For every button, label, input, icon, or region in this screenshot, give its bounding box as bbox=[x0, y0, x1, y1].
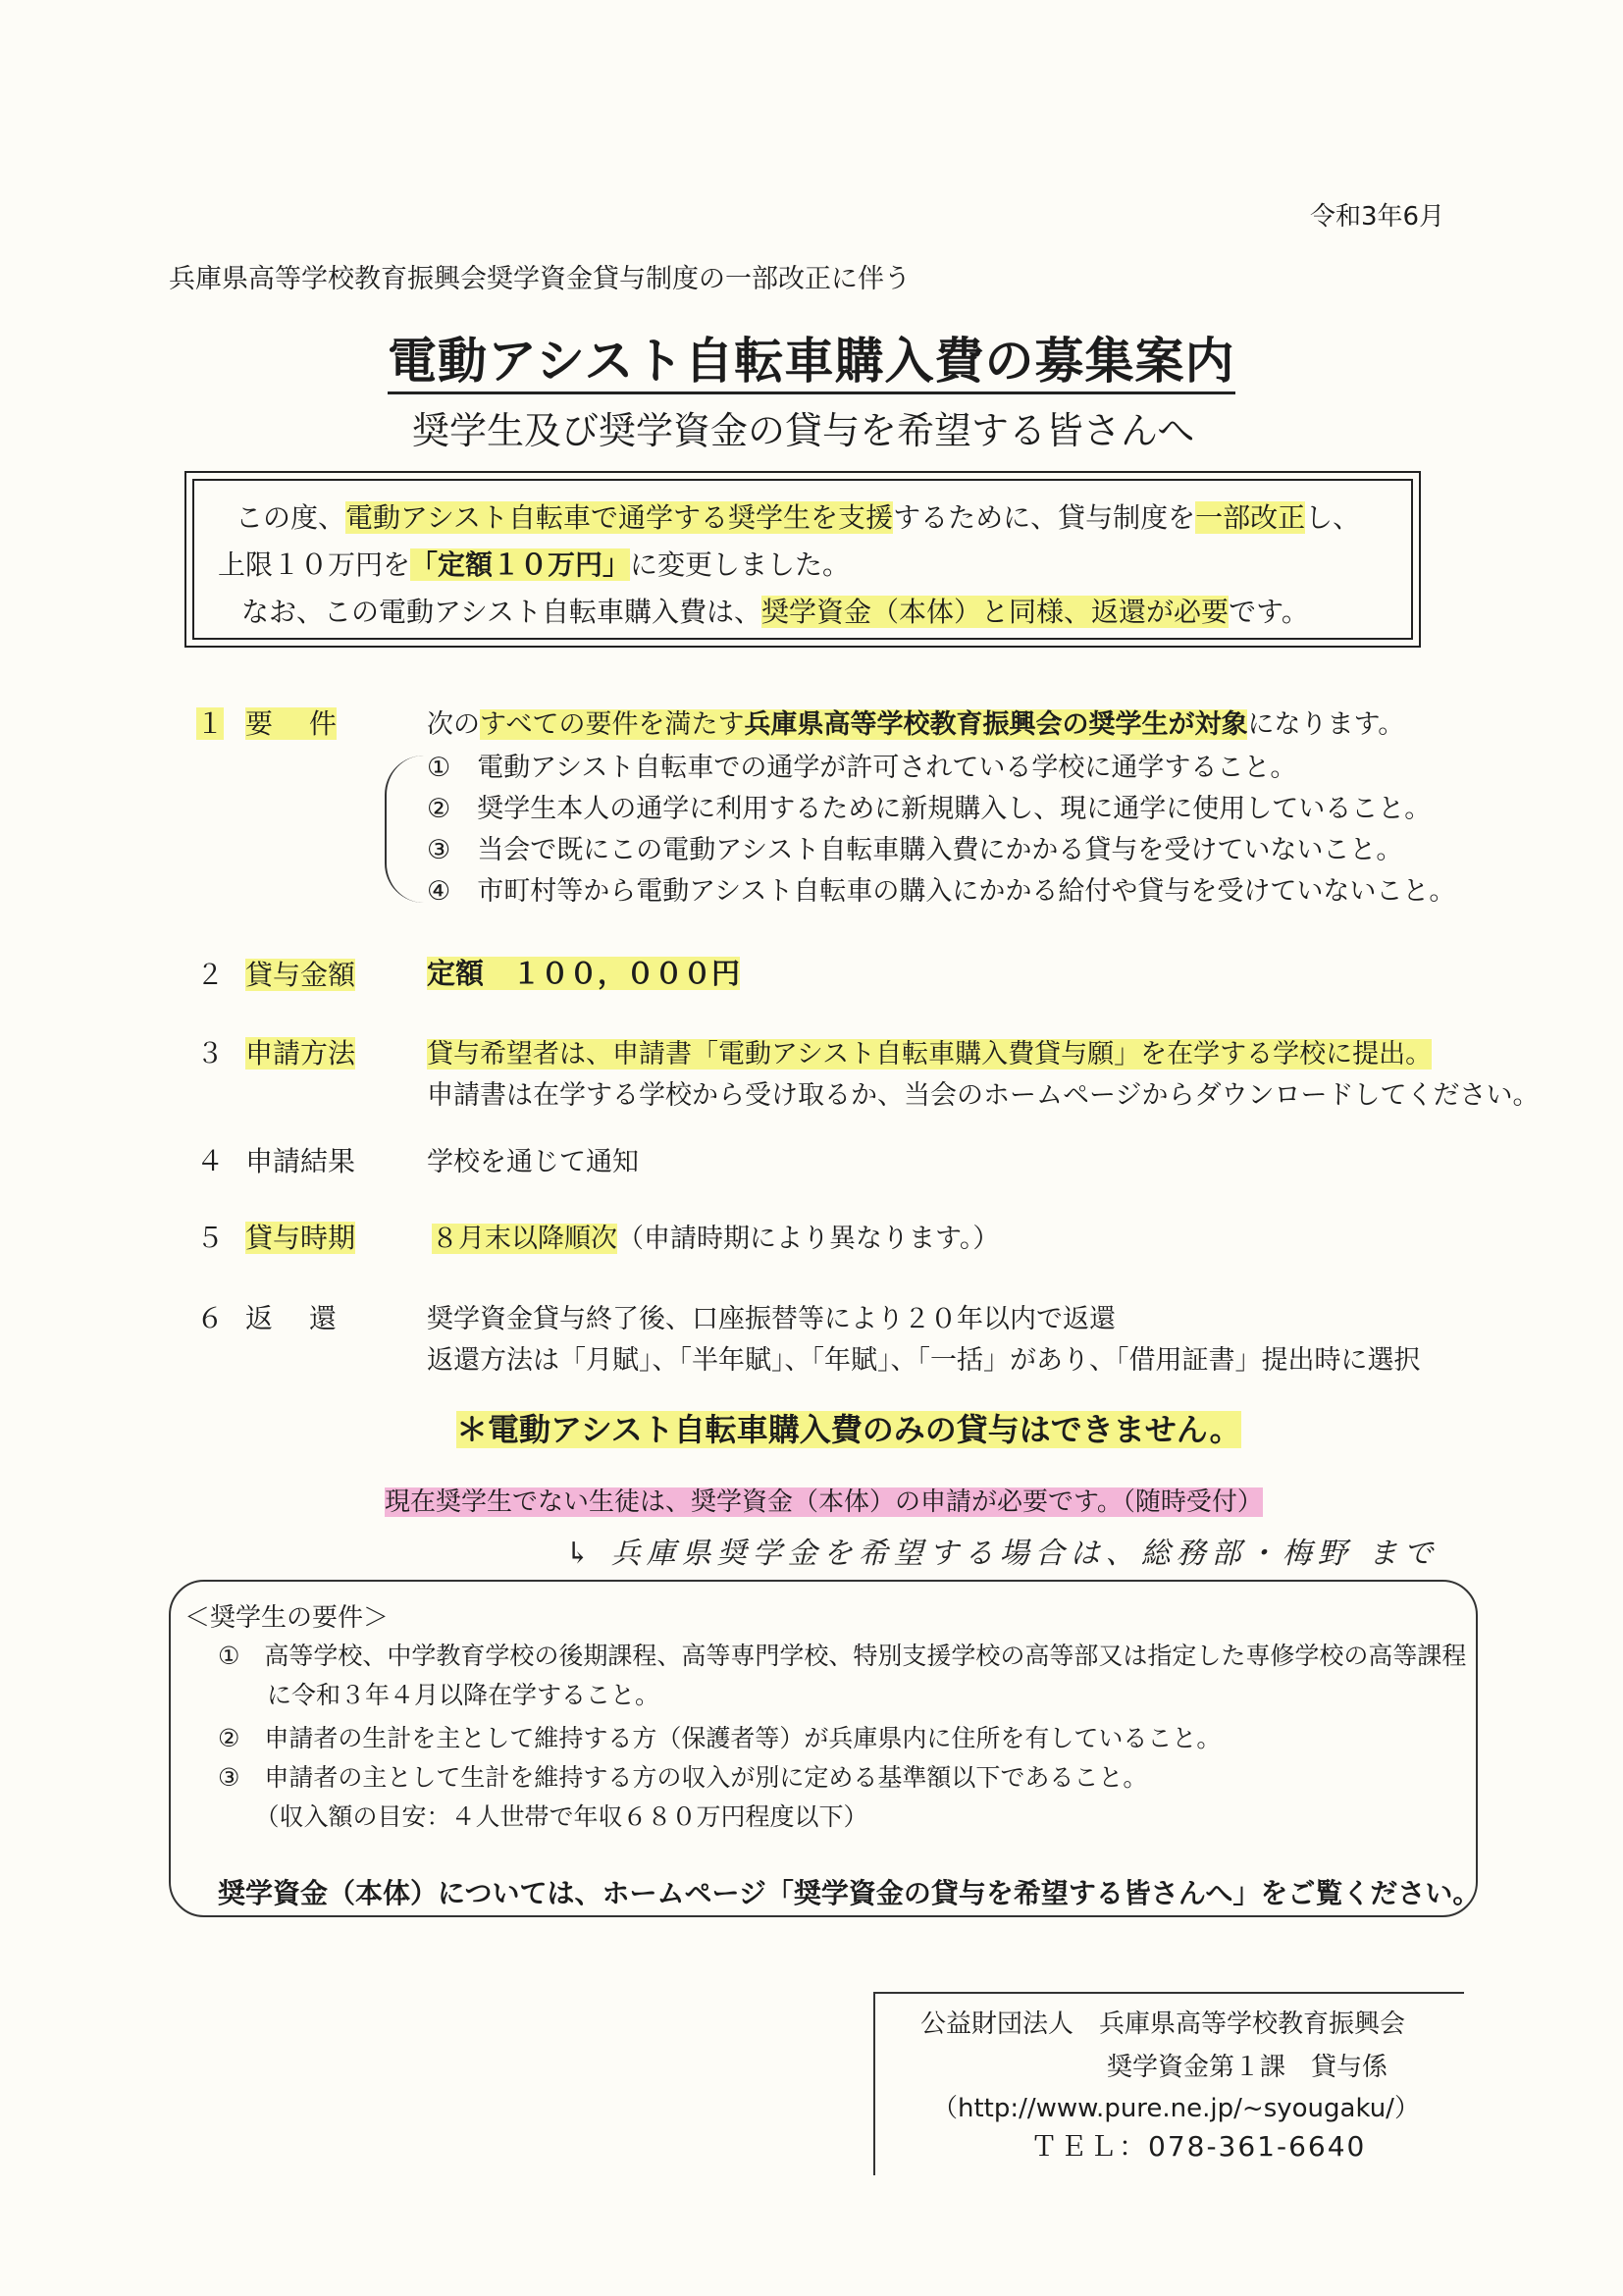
requirements-item: ① 高等学校、中学教育学校の後期課程、高等専門学校、特別支援学校の高等部又は指定した専修学校の高等課程 bbox=[218, 1642, 1467, 1670]
requirements-item: ② 申請者の生計を主として維持する方（保護者等）が兵庫県内に住所を有していること。 bbox=[218, 1724, 1222, 1752]
section-1-requirement: ④ 市町村等から電動アシスト自転車の購入にかかる給付や貸与を受けていないこと。 bbox=[427, 876, 1456, 907]
section-5-text: ８月末以降順次（申請時期により異なります。） bbox=[432, 1224, 1000, 1254]
section-4-label: 申請結果 bbox=[245, 1145, 356, 1177]
section-4-number: ４ bbox=[196, 1145, 225, 1177]
section-6-line-1: 奨学資金貸与終了後、口座振替等により２０年以内で返還 bbox=[427, 1304, 1116, 1334]
org-website-link[interactable]: （http://www.pure.ne.jp/~syougaku/） bbox=[932, 2094, 1420, 2123]
document-date: 令和3年6月 bbox=[1310, 202, 1445, 232]
section-2-number: ２ bbox=[196, 959, 225, 991]
requirements-item: （収入額の目安：４人世帯で年収６８０万円程度以下） bbox=[218, 1802, 868, 1831]
requirements-item: ③ 申請者の主として生計を維持する方の収入が別に定める基準額以下であること。 bbox=[218, 1763, 1148, 1792]
section-3-label: 申請方法 bbox=[245, 1037, 356, 1070]
section-1-requirement: ① 電動アシスト自転車での通学が許可されている学校に通学すること。 bbox=[427, 753, 1297, 783]
handwritten-note: ↳ 兵庫県奨学金を希望する場合は、総務部・梅野 まで bbox=[565, 1537, 1440, 1571]
org-name: 公益財団法人 兵庫県高等学校教育振興会 bbox=[920, 2009, 1406, 2039]
section-1-requirement: ② 奨学生本人の通学に利用するために新規購入し、現に通学に使用していること。 bbox=[427, 794, 1432, 824]
warning-note: ＊電動アシスト自転車購入費のみの貸与はできません。 bbox=[456, 1411, 1241, 1448]
requirements-title: ＜奨学生の要件＞ bbox=[184, 1597, 389, 1634]
org-department: 奨学資金第１課 貸与係 bbox=[1107, 2053, 1388, 2082]
section-6-label: 返 還 bbox=[245, 1302, 337, 1334]
section-1-requirement: ③ 当会で既にこの電動アシスト自転車購入費にかかる貸与を受けていないこと。 bbox=[427, 835, 1403, 865]
section-3-line-1: 貸与希望者は、申請書「電動アシスト自転車購入費貸与願」を在学する学校に提出。 bbox=[427, 1039, 1433, 1070]
page-title: 電動アシスト自転車購入費の募集案内 bbox=[388, 322, 1235, 392]
section-6-line-2: 返還方法は「月賦」、「半年賦」、「年賦」、「一括」があり、「借用証書」提出時に選択 bbox=[427, 1345, 1421, 1376]
section-6-number: ６ bbox=[196, 1302, 225, 1334]
section-3-line-2: 申請書は在学する学校から受け取るか、当会のホームページからダウンロードしてください。 bbox=[427, 1080, 1540, 1111]
section-1-intro: 次のすべての要件を満たす兵庫県高等学校教育振興会の奨学生が対象になります。 bbox=[427, 709, 1405, 740]
preamble: 兵庫県高等学校教育振興会奨学資金貸与制度の一部改正に伴う bbox=[169, 264, 911, 294]
section-1-number: １ bbox=[196, 707, 225, 740]
requirements-brace bbox=[385, 756, 424, 903]
section-5-label: 貸与時期 bbox=[245, 1222, 356, 1254]
loan-amount: 定額 １００，０００円 bbox=[427, 957, 741, 990]
notice-line-2: 上限１０万円を「定額１０万円」に変更しました。 bbox=[218, 548, 851, 581]
section-4-text: 学校を通じて通知 bbox=[427, 1147, 639, 1177]
requirements-footer: 奨学資金（本体）については、ホームページ「奨学資金の貸与を希望する皆さんへ」をご覧ください。 bbox=[218, 1877, 1481, 1909]
org-phone: ＴＥＬ：078-361-6640 bbox=[1030, 2130, 1367, 2163]
section-1-label: 要 件 bbox=[245, 707, 337, 740]
requirements-item: に令和３年４月以降在学すること。 bbox=[218, 1681, 660, 1709]
page-subtitle: 奨学生及び奨学資金の貸与を希望する皆さんへ bbox=[412, 409, 1195, 452]
notice-line-1: この度、電動アシスト自転車で通学する奨学生を支援するために、貸与制度を一部改正し、 bbox=[236, 501, 1361, 534]
notice-line-3: なお、この電動アシスト自転車購入費は、奨学資金（本体）と同様、返還が必要です。 bbox=[241, 596, 1309, 628]
section-3-number: ３ bbox=[196, 1037, 225, 1070]
pink-note: 現在奨学生でない生徒は、奨学資金（本体）の申請が必要です。（随時受付） bbox=[385, 1487, 1263, 1517]
section-2-label: 貸与金額 bbox=[245, 959, 356, 991]
section-5-number: ５ bbox=[196, 1222, 225, 1254]
